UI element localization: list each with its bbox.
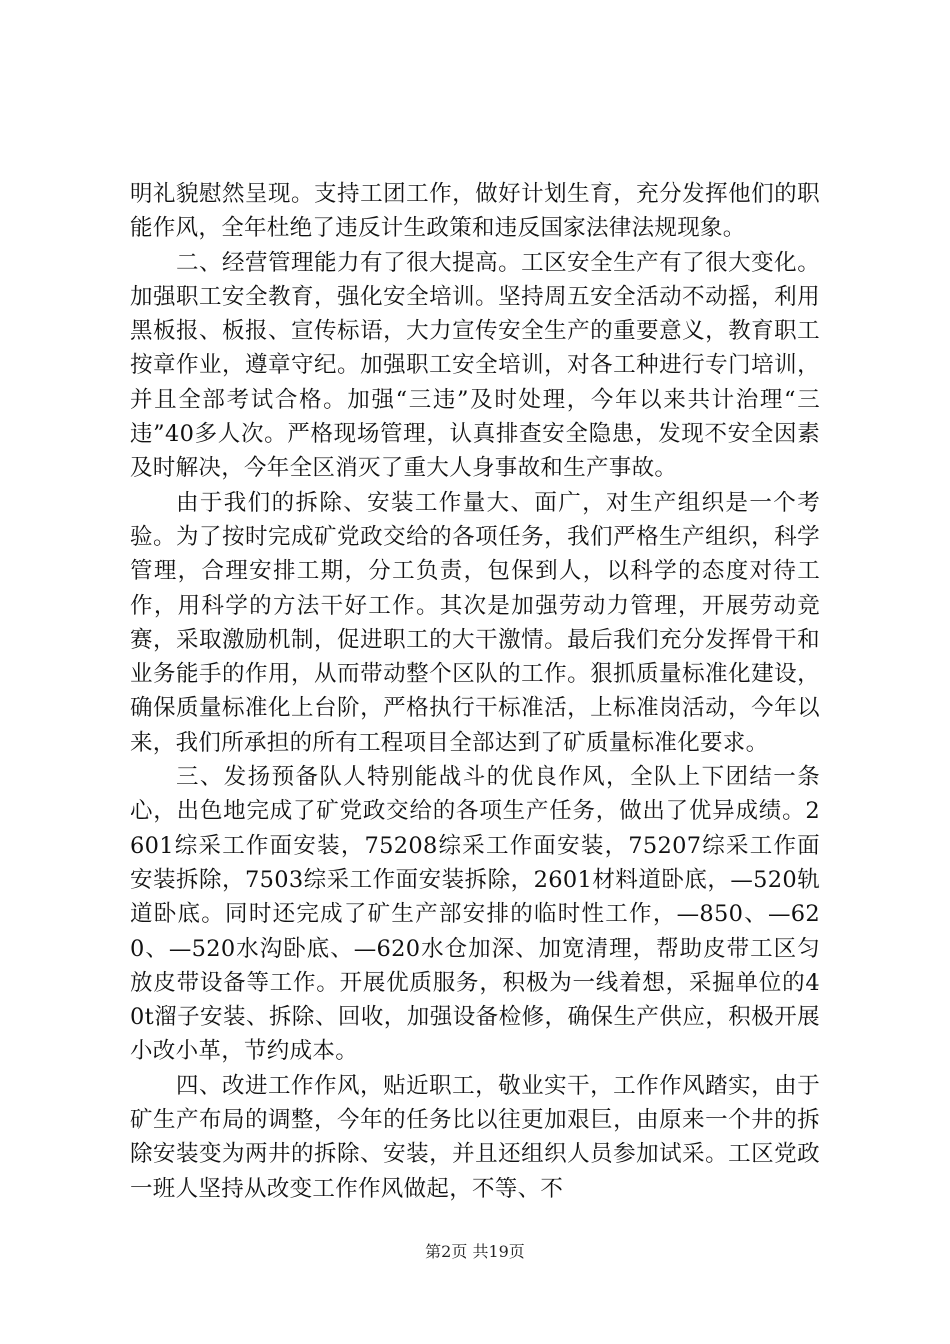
paragraph-continuation: 明礼貌慰然呈现。支持工团工作，做好计划生育，充分发挥他们的职能作风，全年杜绝了违反计生政策和违反国家法律法规现象。: [130, 181, 820, 242]
paragraph-organization: 由于我们的拆除、安装工作量大、面广，对生产组织是一个考验。为了按时完成矿党政交给的各项任务，我们严格生产组织，科学管理，合理安排工期，分工负责，包保到人，以科学的态度对待工作，用科学的方法干好工作。其次是加强劳动力管理，开展劳动竞赛，采取激励机制，促进职工的大干激情。最后我们充分发挥骨干和业务能手的作用，从而带动整个区队的工作。狠抓质量标准化建设，确保质量标准化上台阶，严格执行干标准活，上标准岗活动，今年以来，我们所承担的所有工程项目全部达到了矿质量标准化要求。: [130, 489, 820, 756]
paragraph-achievements: 三、发扬预备队人特别能战斗的优良作风，全队上下团结一条心，出色地完成了矿党政交给的各项生产任务，做出了优异成绩。2601综采工作面安装，75208综采工作面安装，75207综采工作面安装拆除，7503综采工作面安装拆除，2601材料道卧底，—520轨道卧底。同时还完成了矿生产部安排的临时性工作，—850、—620、—520水沟卧底、—620水仓加深、加宽清理，帮助皮带工区匀放皮带设备等工作。开展优质服务，积极为一线着想，采掘单位的40t溜子安装、拆除、回收，加强设备检修，确保生产供应，积极开展小改小革，节约成本。: [130, 764, 820, 1065]
paragraph-management: 二、经营管理能力有了很大提高。工区安全生产有了很大变化。加强职工安全教育，强化安全培训。坚持周五安全活动不动摇，利用黑板报、板报、宣传标语，大力宣传安全生产的重要意义，教育职工按章作业，遵章守纪。加强职工安全培训，对各工种进行专门培训，并且全部考试合格。加强“三违”及时处理，今年以来共计治理“三违”40多人次。严格现场管理，认真排查安全隐患，发现不安全因素及时解决，今年全区消灭了重大人身事故和生产事故。: [130, 249, 820, 482]
paragraph-work-style: 四、改进工作作风，贴近职工，敬业实干，工作作风踏实，由于矿生产布局的调整，今年的任务比以往更加艰巨，由原来一个井的拆除安装变为两井的拆除、安装，并且还组织人员参加试采。工区党政一班人坚持从改变工作作风做起，不等、不: [130, 1072, 820, 1202]
page-number-footer: 第2页 共19页: [425, 1242, 525, 1261]
document-body: [130, 177, 820, 1206]
